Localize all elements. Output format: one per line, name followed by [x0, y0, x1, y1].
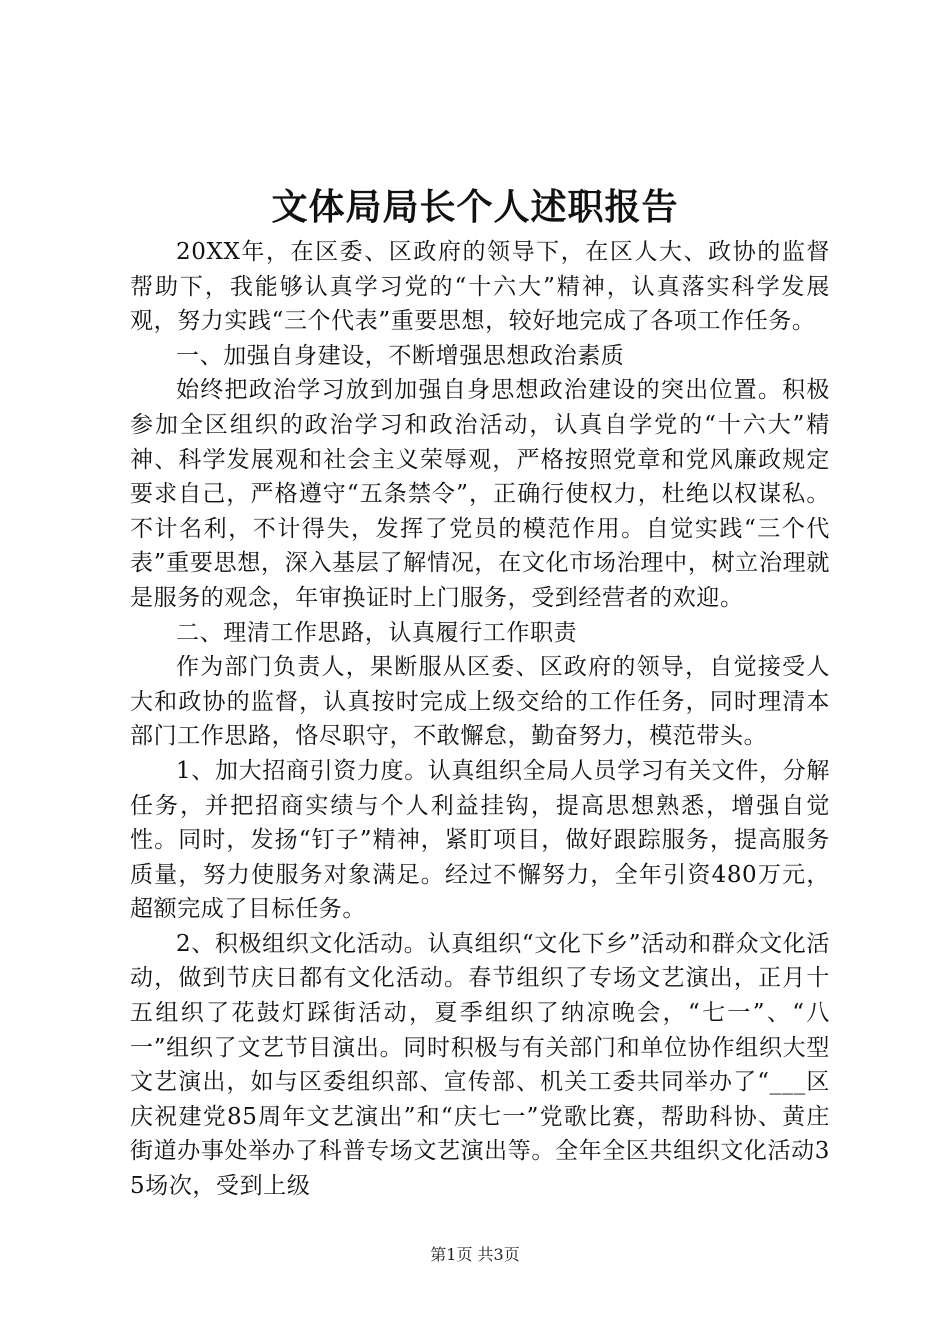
item-2-paragraph: 2、积极组织文化活动。认真组织“文化下乡”活动和群众文化活动，做到节庆日都有文化活动。春节组织了专场文艺演出，正月十五组织了花鼓灯踩街活动，夏季组织了纳凉晚会，“七一”、“八一”组织了文艺节目演出。同时积极与有关部门和单位协作组织大型文艺演出，如与区委组织部、宣传部、机关工委共同举办了“___区庆祝建党85周年文艺演出”和“庆七一”党歌比赛，帮助科协、黄庄街道办事处举办了科普专场文艺演出等。全年全区共组织文化活动35场次，受到上级: [130, 930, 830, 1200]
page-footer: 第1页 共3页: [430, 1245, 520, 1264]
section-1-paragraph: 始终把政治学习放到加强自身思想政治建设的突出位置。积极参加全区组织的政治学习和政治活动，认真自学党的“十六大”精神、科学发展观和社会主义荣辱观，严格按照党章和党风廉政规定要求自己，严格遵守“五条禁令”，正确行使权力，杜绝以权谋私。不计名利，不计得失，发挥了党员的模范作用。自觉实践“三个代表”重要思想，深入基层了解情况，在文化市场治理中，树立治理就是服务的观念，年审换证时上门服务，受到经营者的欢迎。: [130, 377, 830, 611]
section-2-paragraph: 作为部门负责人，果断服从区委、区政府的领导，自觉接受人大和政协的监督，认真按时完成上级交给的工作任务，同时理清本部门工作思路，恪尽职守，不敢懈怠，勤奋努力，模范带头。: [130, 654, 830, 750]
section-heading-2: 二、理清工作思路，认真履行工作职责: [176, 619, 578, 646]
intro-paragraph: 20XX年，在区委、区政府的领导下，在区人大、政协的监督帮助下，我能够认真学习党的“十六大”精神，认真落实科学发展观，努力实践“三个代表”重要思想，较好地完成了各项工作任务。: [130, 239, 830, 335]
section-heading-1: 一、加强自身建设，不断增强思想政治素质: [176, 342, 625, 369]
document-body: [130, 235, 830, 1204]
document-title: 文体局局长个人述职报告: [271, 186, 679, 228]
item-1-paragraph: 1、加大招商引资力度。认真组织全局人员学习有关文件，分解任务，并把招商实绩与个人利益挂钩，提高思想熟悉，增强自觉性。同时，发扬“钉子”精神，紧盯项目，做好跟踪服务，提高服务质量，努力使服务对象满足。经过不懈努力，全年引资480万元，超额完成了目标任务。: [130, 757, 830, 923]
